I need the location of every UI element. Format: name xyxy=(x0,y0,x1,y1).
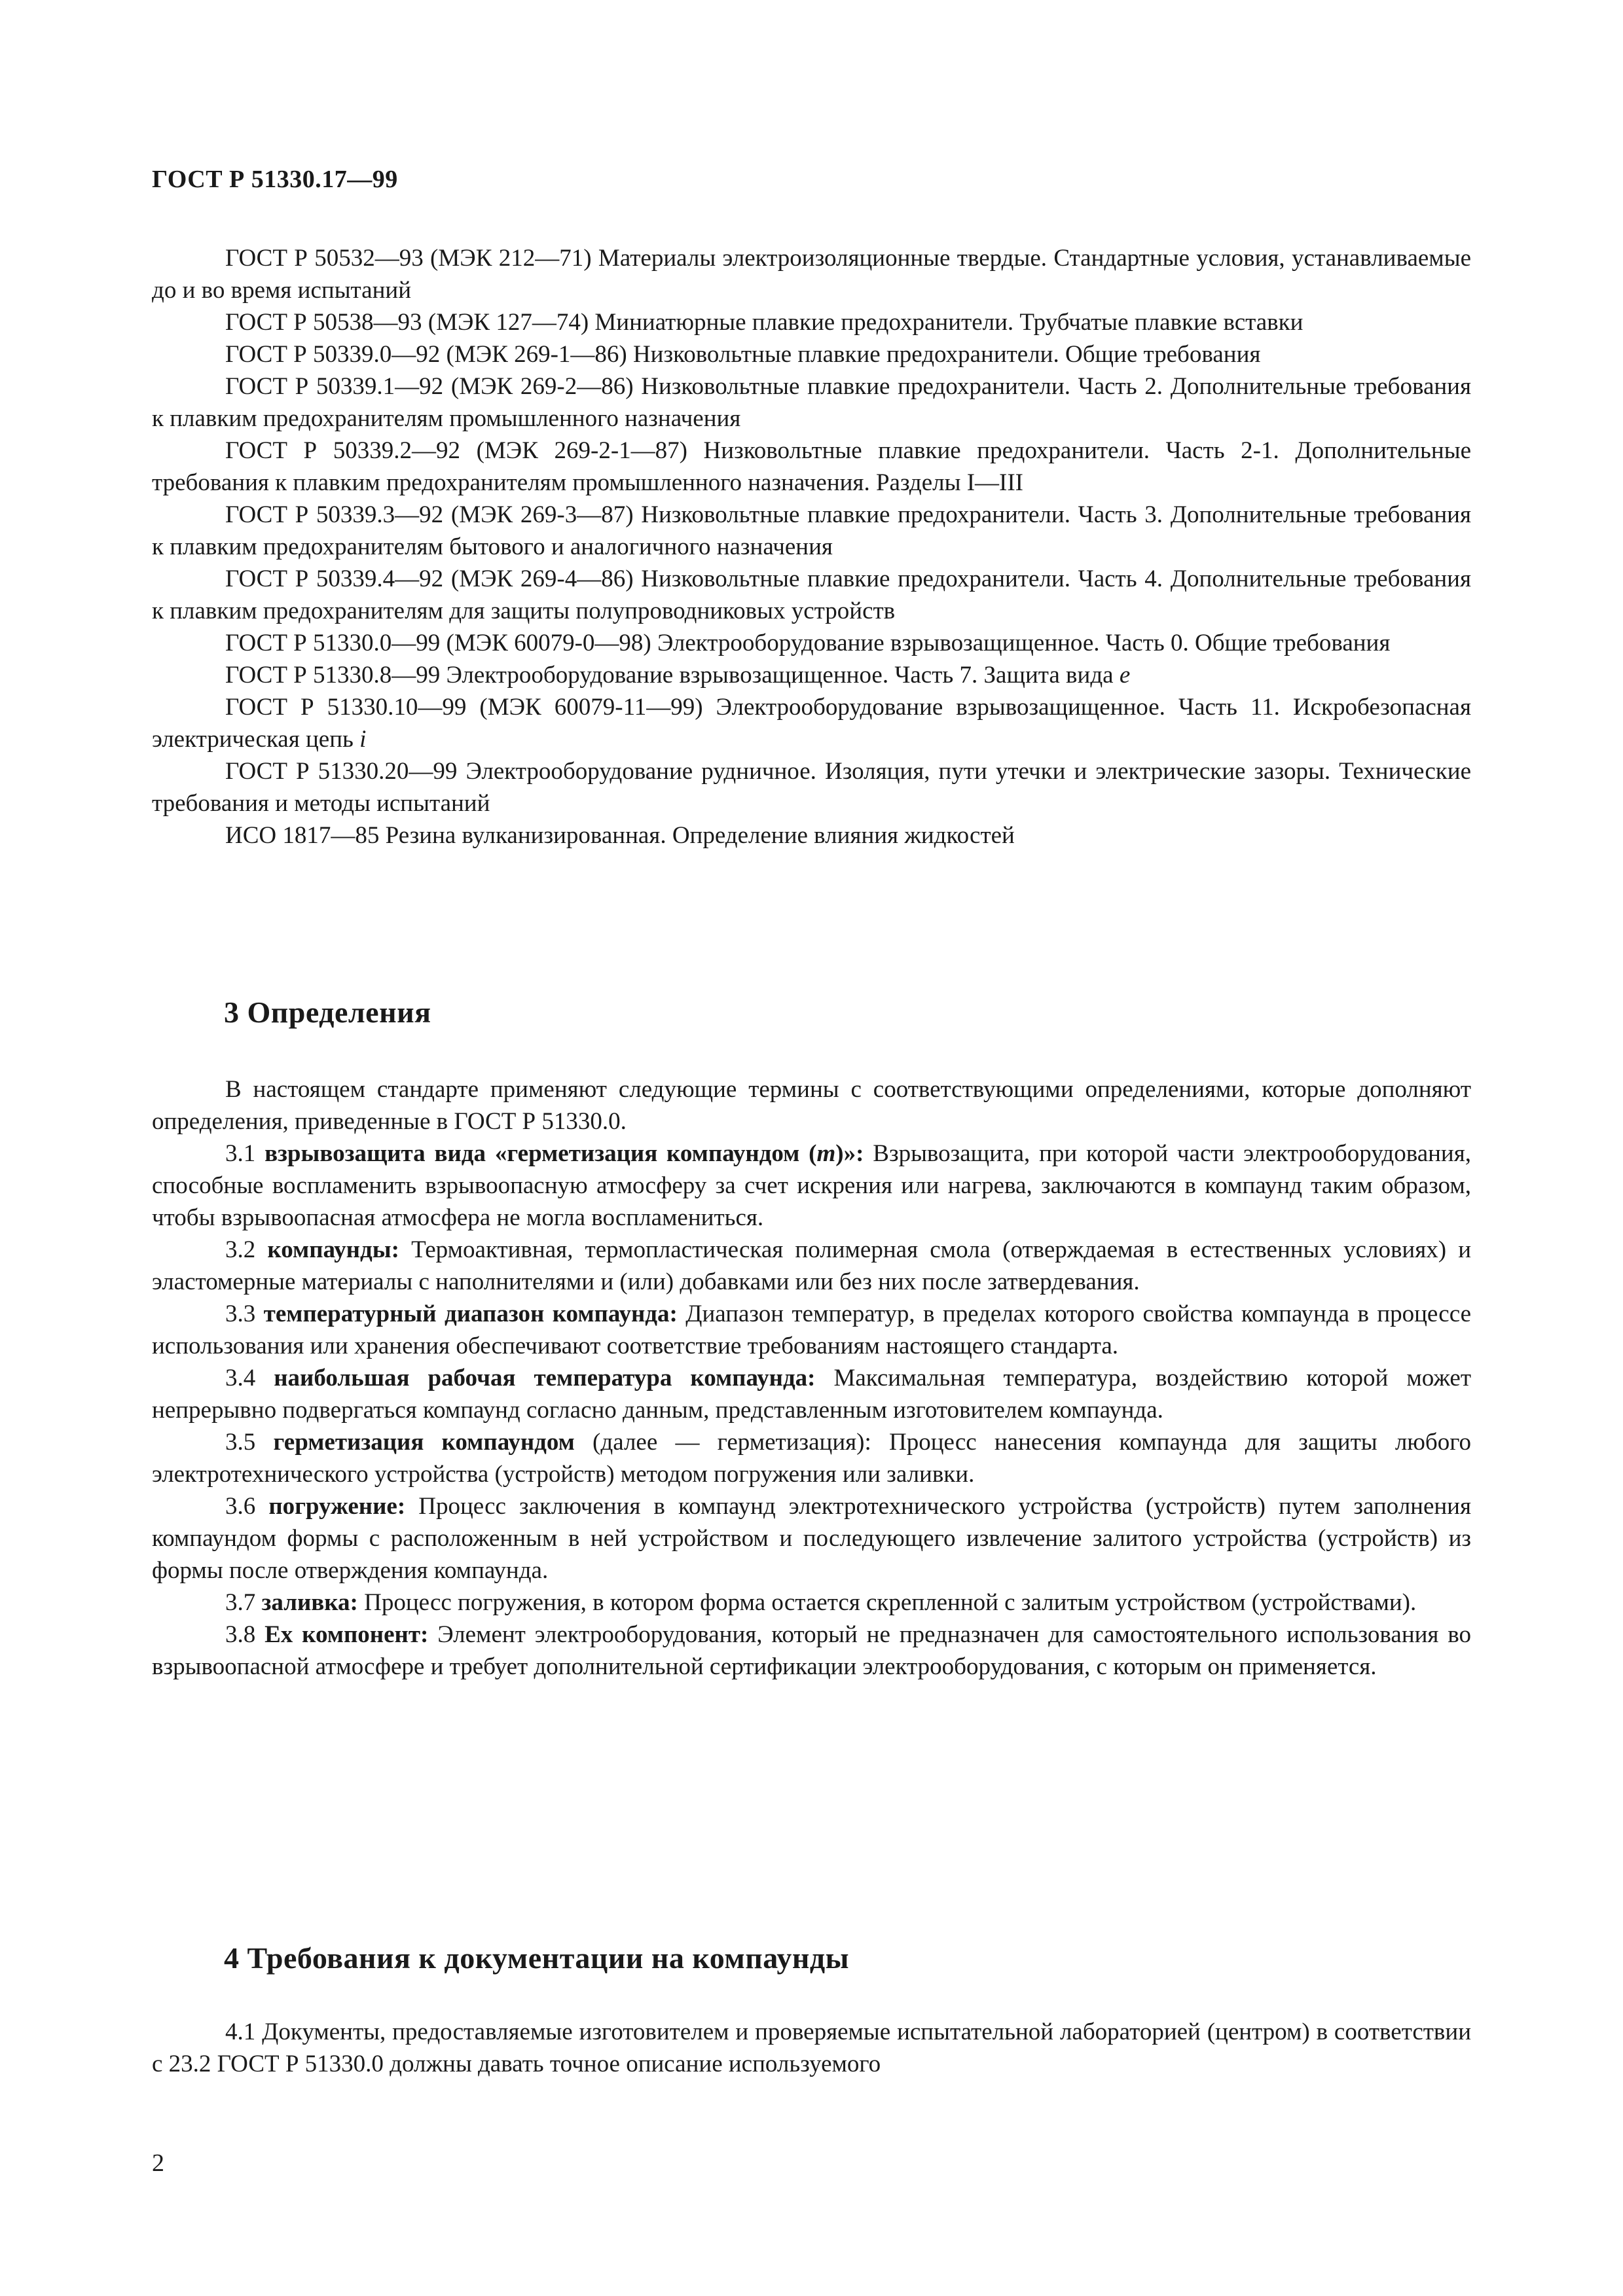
references-list xyxy=(152,242,1471,852)
section-4-title: 4 Требования к документации на компаунды xyxy=(224,1941,850,1975)
reference-item: ГОСТ Р 50339.0—92 (МЭК 269-1—86) Низковольтные плавкие предохранители. Общие требования xyxy=(225,341,1261,368)
definition-item: 3.4 наибольшая рабочая температура компаунда: Максимальная температура, воздействию которой может непрерывно подвергаться компаунд согласно данным, представленным изготовителем компаунда. xyxy=(152,1365,1471,1424)
definition-item: 3.3 температурный диапазон компаунда: Диапазон температур, в пределах которого свойства компаунда в процессе использования или хранения обеспечивают соответствие требованиям настоящего стандарта. xyxy=(152,1300,1471,1359)
reference-item: ИСО 1817—85 Резина вулканизированная. Определение влияния жидкостей xyxy=(225,822,1015,849)
page-number: 2 xyxy=(152,2149,164,2177)
definition-item: 3.2 компаунды: Термоактивная, термопластическая полимерная смола (отверждаемая в естественных условиях) и эластомерные материалы с наполнителями и (или) добавками или без них после затвердевания. xyxy=(152,1236,1472,1295)
definition-item: 3.1 взрывозащита вида «герметизация компаундом (m)»: Взрывозащита, при которой части электрооборудования, способные воспламенить взрывоопасную атмосферу за счет искрения или нагрева, заключаются в компаунд таким образом, чтобы взрывоопасная атмосфера не могла воспламениться. xyxy=(152,1140,1471,1231)
section-4-body xyxy=(152,2016,1471,2080)
section-4-paragraph: 4.1 Документы, предоставляемые изготовителем и проверяемые испытательной лабораторией (центром) в соответствии с 23.2 ГОСТ Р 51330.0 должны давать точное описание используемого xyxy=(152,2018,1471,2077)
reference-item: ГОСТ Р 50532—93 (МЭК 212—71) Материалы электроизоляционные твердые. Стандартные условия, устанавливаемые до и во время испытаний xyxy=(152,245,1471,304)
reference-item: ГОСТ Р 50339.3—92 (МЭК 269-3—87) Низковольтные плавкие предохранители. Часть 3. Дополнительные требования к плавким предохранителям бытового и аналогичного назначения xyxy=(152,501,1471,560)
page-header: ГОСТ Р 51330.17—99 xyxy=(152,166,398,193)
reference-item: ГОСТ Р 51330.10—99 (МЭК 60079-11—99) Электрооборудование взрывозащищенное. Часть 11. Искробезопасная электрическая цепь i xyxy=(152,694,1471,753)
reference-item: ГОСТ Р 51330.20—99 Электрооборудование рудничное. Изоляция, пути утечки и электрические зазоры. Технические требования и методы испытаний xyxy=(152,758,1471,817)
document-page xyxy=(152,0,1471,2296)
section-3-title: 3 Определения xyxy=(224,996,431,1029)
reference-item: ГОСТ Р 50339.4—92 (МЭК 269-4—86) Низковольтные плавкие предохранители. Часть 4. Дополнительные требования к плавким предохранителям для защиты полупроводниковых устройств xyxy=(152,565,1471,624)
definition-item: 3.6 погружение: Процесс заключения в компаунд электротехнического устройства (устройств) путем заполнения компаундом формы с расположенным в ней устройством и последующего извлечение залитого устройства (устройств) из формы после отверждения компаунда. xyxy=(152,1493,1472,1584)
reference-item: ГОСТ Р 51330.0—99 (МЭК 60079-0—98) Электрооборудование взрывозащищенное. Часть 0. Общие требования xyxy=(225,630,1391,656)
definition-item: 3.5 герметизация компаундом (далее — герметизация): Процесс нанесения компаунда для защиты любого электротехнического устройства (устройств) методом погружения или заливки. xyxy=(152,1429,1471,1488)
reference-item: ГОСТ Р 51330.8—99 Электрооборудование взрывозащищенное. Часть 7. Защита вида e xyxy=(225,662,1131,689)
reference-item: ГОСТ Р 50339.2—92 (МЭК 269-2-1—87) Низковольтные плавкие предохранители. Часть 2-1. Дополнительные требования к плавким предохранителям промышленного назначения. Разделы I—III xyxy=(152,437,1471,496)
definitions-list xyxy=(152,1073,1471,1683)
definition-item: 3.8 Ex компонент: Элемент электрооборудования, который не предназначен для самостоятельного использования во взрывоопасной атмосфере и требует дополнительной сертификации электрооборудования, с которым он применяется. xyxy=(152,1621,1472,1680)
definition-item: 3.7 заливка: Процесс погружения, в котором форма остается скрепленной с залитым устройством (устройствами). xyxy=(225,1589,1417,1616)
reference-item: ГОСТ Р 50339.1—92 (МЭК 269-2—86) Низковольтные плавкие предохранители. Часть 2. Дополнительные требования к плавким предохранителям промышленного назначения xyxy=(152,373,1471,432)
section-3-intro: В настоящем стандарте применяют следующие термины с соответствующими определениями, которые дополняют определения, приведенные в ГОСТ Р 51330.0. xyxy=(152,1076,1471,1135)
reference-item: ГОСТ Р 50538—93 (МЭК 127—74) Миниатюрные плавкие предохранители. Трубчатые плавкие вставки xyxy=(225,309,1304,336)
